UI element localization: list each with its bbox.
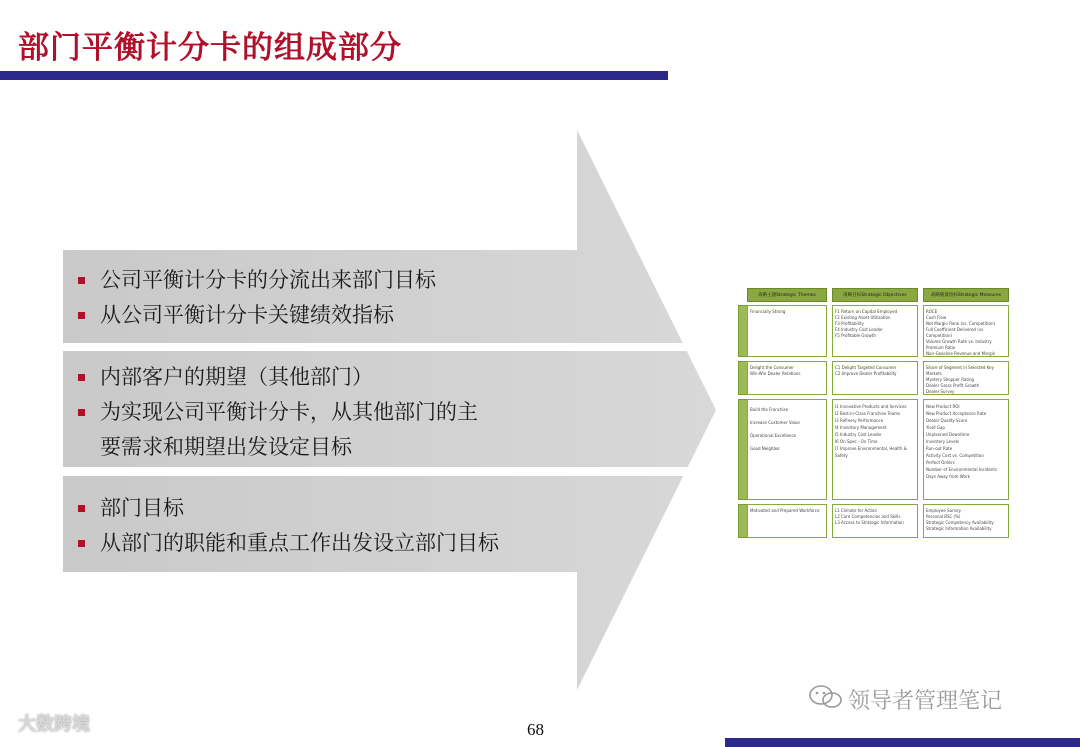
bullet-square-icon [78, 409, 85, 416]
thumb-header-measures: 战略衡量指标Strategic Measures [923, 288, 1009, 302]
bullet-item: 部门目标 [78, 491, 499, 526]
watermark-left: 大数跨境 [18, 714, 90, 735]
thumb-header-themes: 战略主题Strategic Themes [747, 288, 827, 302]
bullet-item: 公司平衡计分卡的分流出来部门目标 [78, 263, 436, 298]
thumb-cell: ROCE Cash Flow Net Margin Rank (vs. Competition) Full Coefficient Delivered (vs. Competition) Volume Growth Rate vs. Industry Premium Ratio Non-Gasoline Revenue and Margin [923, 305, 1009, 357]
thumb-cell: Financially Strong [747, 305, 827, 357]
thumb-cell: Motivated and Prepared Workforce [747, 504, 827, 538]
page-number: 68 [527, 720, 544, 739]
thumb-cell: Employee Survey Personal BSC (%) Strategic Competency Availability Strategic Information Availability [923, 504, 1009, 538]
thumb-header-objectives: 战略目标Strategic Objectives [832, 288, 918, 302]
thumb-cell: I1 Innovative Products and Services I2 Best-in-Class Franchise Teams I3 Refinery Performance I4 Inventory Management I5 Industry Cost Leader I6 On Spec - On Time I7 Improve Environmental, Health & Safety [832, 399, 918, 500]
wechat-icon [808, 684, 844, 710]
bullet-item-continuation: 要需求和期望出发设定目标 [100, 435, 352, 459]
thumb-cell: Build the Franchise Increase Customer Value Operational Excellence Good Neighbor [747, 399, 827, 500]
bullet-item: 从公司平衡计分卡关键绩效指标 [78, 298, 436, 333]
footer-rule [725, 738, 1080, 747]
thumb-cell: L1 Climate for Action L2 Core Competencies and Skills L3 Access to Strategic Information [832, 504, 918, 538]
thumb-cell: Delight the Consumer Win-Win Dealer Relations [747, 361, 827, 395]
scorecard-thumbnail [738, 288, 1010, 542]
bullet-square-icon [78, 277, 85, 284]
thumb-cell: C1 Delight Targeted Consumer C2 Improve Dealer Profitability [832, 361, 918, 395]
thumb-cell: New Product ROI New Product Acceptance Rate Dealer Quality Score Yield Gap Unplanned Downtime Inventory Levels Run-out Rate Activity Cost vs. Competition Perfect Orders Number of Environmental Incidents Days Away from Work [923, 399, 1009, 500]
page-title: 部门平衡计分卡的组成部分 [18, 30, 402, 66]
bullet-item: 为实现公司平衡计分卡，从其他部门的主 [78, 395, 478, 430]
bullet-square-icon [78, 540, 85, 547]
bullet-square-icon [78, 505, 85, 512]
bullet-square-icon [78, 312, 85, 319]
bullet-group-1 [78, 263, 436, 333]
watermark-right: 领导者管理笔记 [848, 689, 1003, 714]
bullet-group-3 [78, 491, 499, 561]
bullet-square-icon [78, 374, 85, 381]
thumb-cell: F1 Return on Capital Employed F2 Existing Asset Utilization F3 Profitability F4 Industry Cost Leader F5 Profitable Growth [832, 305, 918, 357]
bullet-item: 从部门的职能和重点工作出发设立部门目标 [78, 526, 499, 561]
bullet-group-2 [78, 360, 478, 465]
thumb-cell: Share of Segment in Selected Key Markets Mystery Shopper Rating Dealer Gross Profit Growth Dealer Survey [923, 361, 1009, 395]
bullet-item: 内部客户的期望（其他部门） [78, 360, 478, 395]
